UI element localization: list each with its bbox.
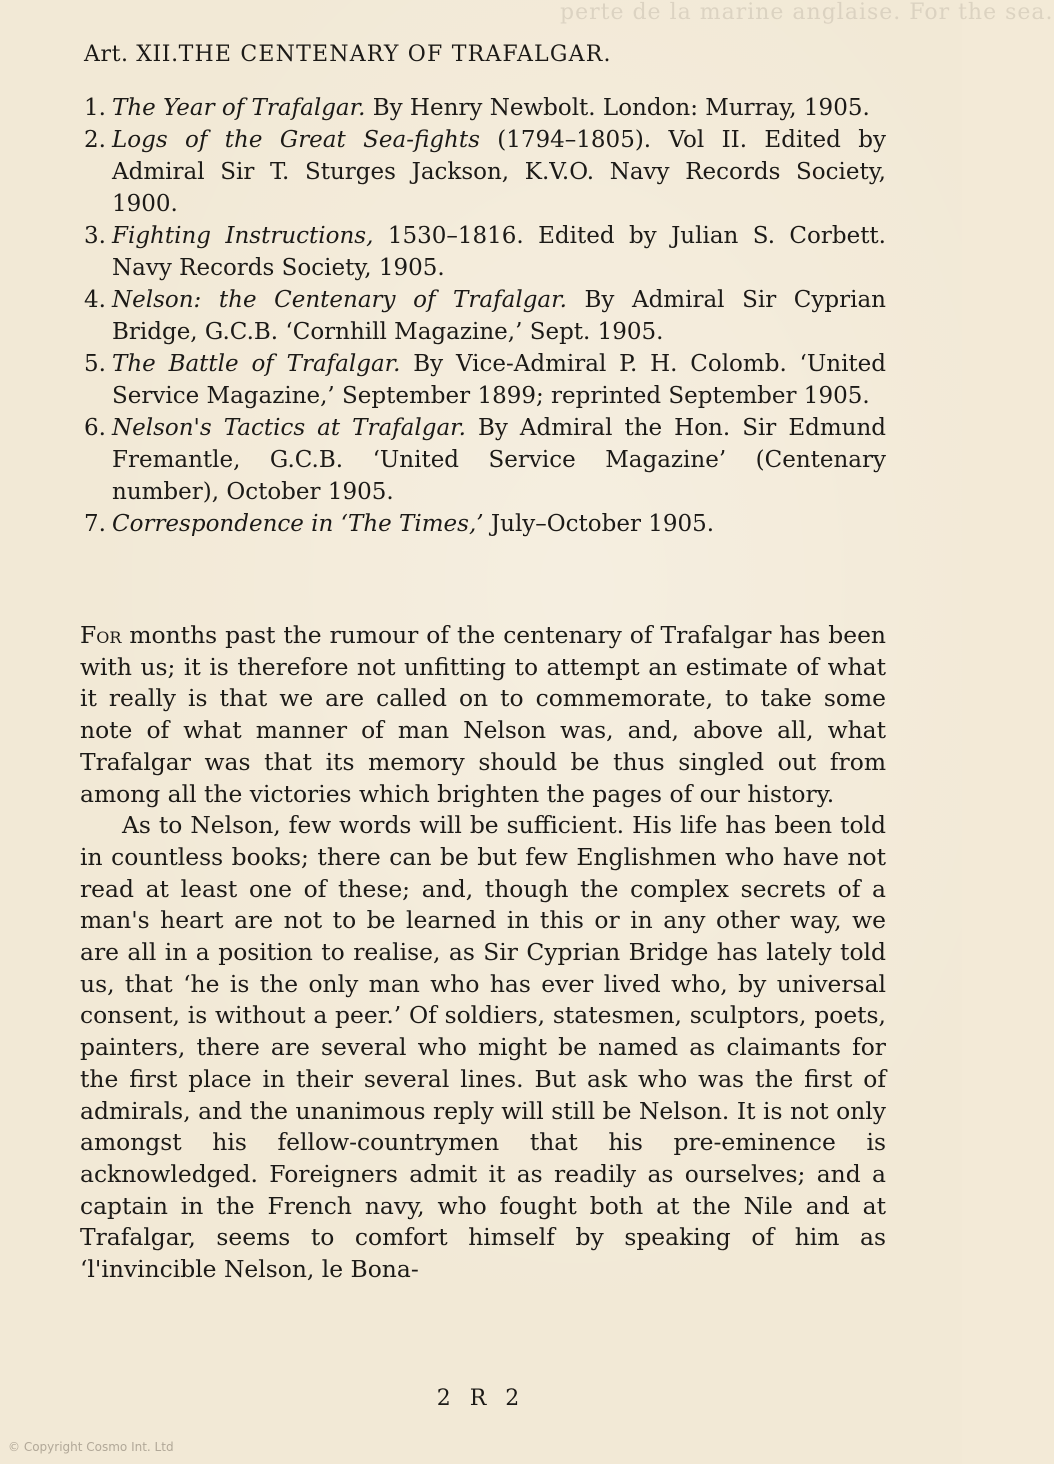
- reference-title: Correspondence in ‘The Times,’: [112, 511, 484, 537]
- reference-number: 6.: [84, 415, 106, 441]
- article-body: [80, 620, 886, 1286]
- reference-item: [84, 220, 886, 284]
- article-number: Art. XII.: [84, 42, 179, 67]
- reference-details: By Admiral the Hon. Sir Edmund Fremantle, G.C.B. ‘United Service Magazine’ (Centenary number), October 1905.: [112, 415, 886, 505]
- reference-title: Nelson: the Centenary of Trafalgar.: [112, 287, 567, 313]
- reference-title: Nelson's Tactics at Trafalgar.: [112, 415, 466, 441]
- paragraph-lead-word: For: [80, 621, 122, 649]
- signature-mark: 2 R 2: [436, 1386, 526, 1411]
- reference-details: By Vice-Admiral P. H. Colomb. ‘United Service Magazine,’ September 1899; reprinted September 1905.: [112, 351, 886, 409]
- reference-number: 2.: [84, 127, 106, 153]
- copyright-watermark: © Copyright Cosmo Int. Ltd: [8, 1440, 174, 1454]
- article-title: THE CENTENARY OF TRAFALGAR.: [178, 42, 612, 67]
- body-paragraph: [80, 620, 886, 810]
- reference-item: [84, 284, 886, 348]
- reference-number: 3.: [84, 223, 106, 249]
- reference-title: Logs of the Great Sea-fights: [112, 127, 480, 153]
- reference-details: By Admiral Sir Cyprian Bridge, G.C.B. ‘Cornhill Magazine,’ Sept. 1905.: [112, 287, 886, 345]
- reference-number: 7.: [84, 511, 106, 537]
- reference-item: [84, 348, 886, 412]
- body-paragraph: As to Nelson, few words will be sufficient. His life has been told in countless books; there can be but few Englishmen who have not read at least one of these; and, though the complex secrets of a man's heart are not to be learned in this or in any other way, we are all in a position to realise, as Sir Cyprian Bridge has lately told us, that ‘he is the only man who has ever lived who, by universal consent, is without a peer.’ Of soldiers, statesmen, sculptors, poets, painters, there are several who might be named as claimants for the first place in their several lines. But ask who was the first of admirals, and the unanimous reply will still be Nelson. It is not only amongst his fellow-countrymen that his pre-eminence is acknowledged. Foreigners admit it as readily as ourselves; and a captain in the French navy, who fought both at the Nile and at Trafalgar, seems to comfort himself by speaking of him as ‘l'invincible Nelson, le Bona-: [80, 811, 886, 1284]
- reference-details: By Henry Newbolt. London: Murray, 1905.: [365, 95, 870, 121]
- reference-number: 1.: [84, 95, 106, 121]
- paragraph-text: months past the rumour of the centenary of Trafalgar has been with us; it is therefore not unfitting to attempt an estimate of what it really is that we are called on to commemorate, to take some note of what manner of man Nelson was, and, above all, what Trafalgar was that its memory should be thus singled out from among all the victories which brighten the pages of our history.: [80, 621, 886, 808]
- reference-item: [84, 92, 886, 124]
- reference-item: [84, 412, 886, 508]
- reference-details: July–October 1905.: [483, 511, 715, 537]
- show-through-text: perte de la marine anglaise. For the sea.: [560, 0, 1054, 25]
- reference-number: 4.: [84, 287, 106, 313]
- reference-item: [84, 124, 886, 220]
- reference-details: 1530–1816. Edited by Julian S. Corbett. Navy Records Society, 1905.: [112, 223, 886, 281]
- reference-details: (1794–1805). Vol II. Edited by Admiral Sir T. Sturges Jackson, K.V.O. Navy Records Society, 1900.: [112, 127, 886, 217]
- reference-title: The Year of Trafalgar.: [112, 95, 366, 121]
- reference-item: [84, 508, 886, 540]
- reference-number: 5.: [84, 351, 106, 377]
- reference-title: The Battle of Trafalgar.: [112, 351, 401, 377]
- article-heading: [84, 42, 884, 67]
- reference-title: Fighting Instructions,: [112, 223, 374, 249]
- reference-list: [84, 92, 886, 540]
